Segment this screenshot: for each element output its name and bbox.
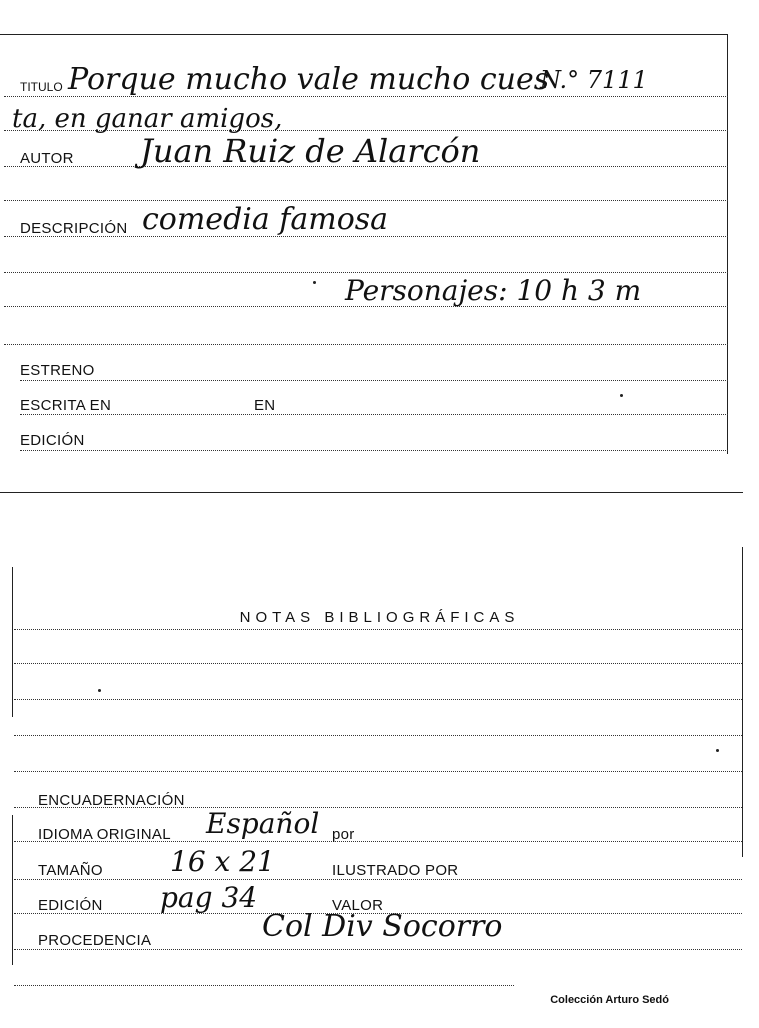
edicion-line-top [20,450,728,451]
procedencia-handwritten: Col Div Socorro [262,909,503,944]
index-card-bottom [0,545,759,1028]
estreno-line [20,380,728,381]
por-label: por [332,826,355,843]
edicion-label-top: EDICIÓN [20,432,85,449]
ilustrado-por-label: ILUSTRADO POR [332,862,459,879]
blank-line-3 [4,344,728,345]
estreno-label: ESTRENO [20,362,95,379]
notes-line-4 [14,735,742,736]
escrita-en-label: ESCRITA EN [20,397,112,414]
descripcion-handwritten: comedia famosa [142,202,389,237]
ink-dot [313,281,316,284]
procedencia-line [14,949,742,950]
valor-label: VALOR [332,897,384,914]
titulo-handwritten-line2: ta, en ganar amigos, [12,104,283,134]
card-right-border [727,34,728,454]
catalog-number: N.° 7111 [540,66,648,94]
card-top-border [0,34,728,35]
notes-line-1 [14,629,742,630]
collection-footer: Colección Arturo Sedó [550,994,669,1006]
tamano-handwritten: 16 x 21 [170,845,275,878]
notes-line-3 [14,699,742,700]
en-label: EN [254,397,276,414]
tamano-line [14,879,742,880]
autor-label: AUTOR [20,150,74,167]
left-edge-bar-2 [12,815,13,965]
idioma-original-label: IDIOMA ORIGINAL [38,826,171,843]
index-card-top [0,0,759,495]
autor-handwritten: Juan Ruiz de Alarcón [140,132,481,170]
titulo-handwritten-line1: Porque mucho vale mucho cues [68,62,550,97]
ink-dot-3 [98,689,101,692]
descripcion-label: DESCRIPCIÓN [20,220,128,237]
blank-line-2 [4,272,728,273]
idioma-handwritten: Español [206,807,320,840]
tamano-label: TAMAÑO [38,862,103,879]
right-edge-bar [742,547,743,857]
final-line [14,985,514,986]
procedencia-label: PROCEDENCIA [38,932,152,949]
notas-bibliograficas-title: NOTAS BIBLIOGRÁFICAS [239,609,520,626]
notes-line-5 [14,771,742,772]
notes-line-2 [14,663,742,664]
card-bottom-border [0,492,743,493]
edicion-label-bottom: EDICIÓN [38,897,103,914]
titulo-label: TITULO [20,80,63,94]
blank-line-1 [4,200,728,201]
left-edge-bar [12,567,13,717]
edicion-handwritten: pag 34 [160,881,258,914]
ink-dot-2 [620,394,623,397]
ink-dot-4 [716,749,719,752]
encuadernacion-label: ENCUADERNACIÓN [38,792,185,809]
escrita-en-line [20,414,728,415]
personajes-handwritten: Personajes: 10 h 3 m [345,274,642,307]
